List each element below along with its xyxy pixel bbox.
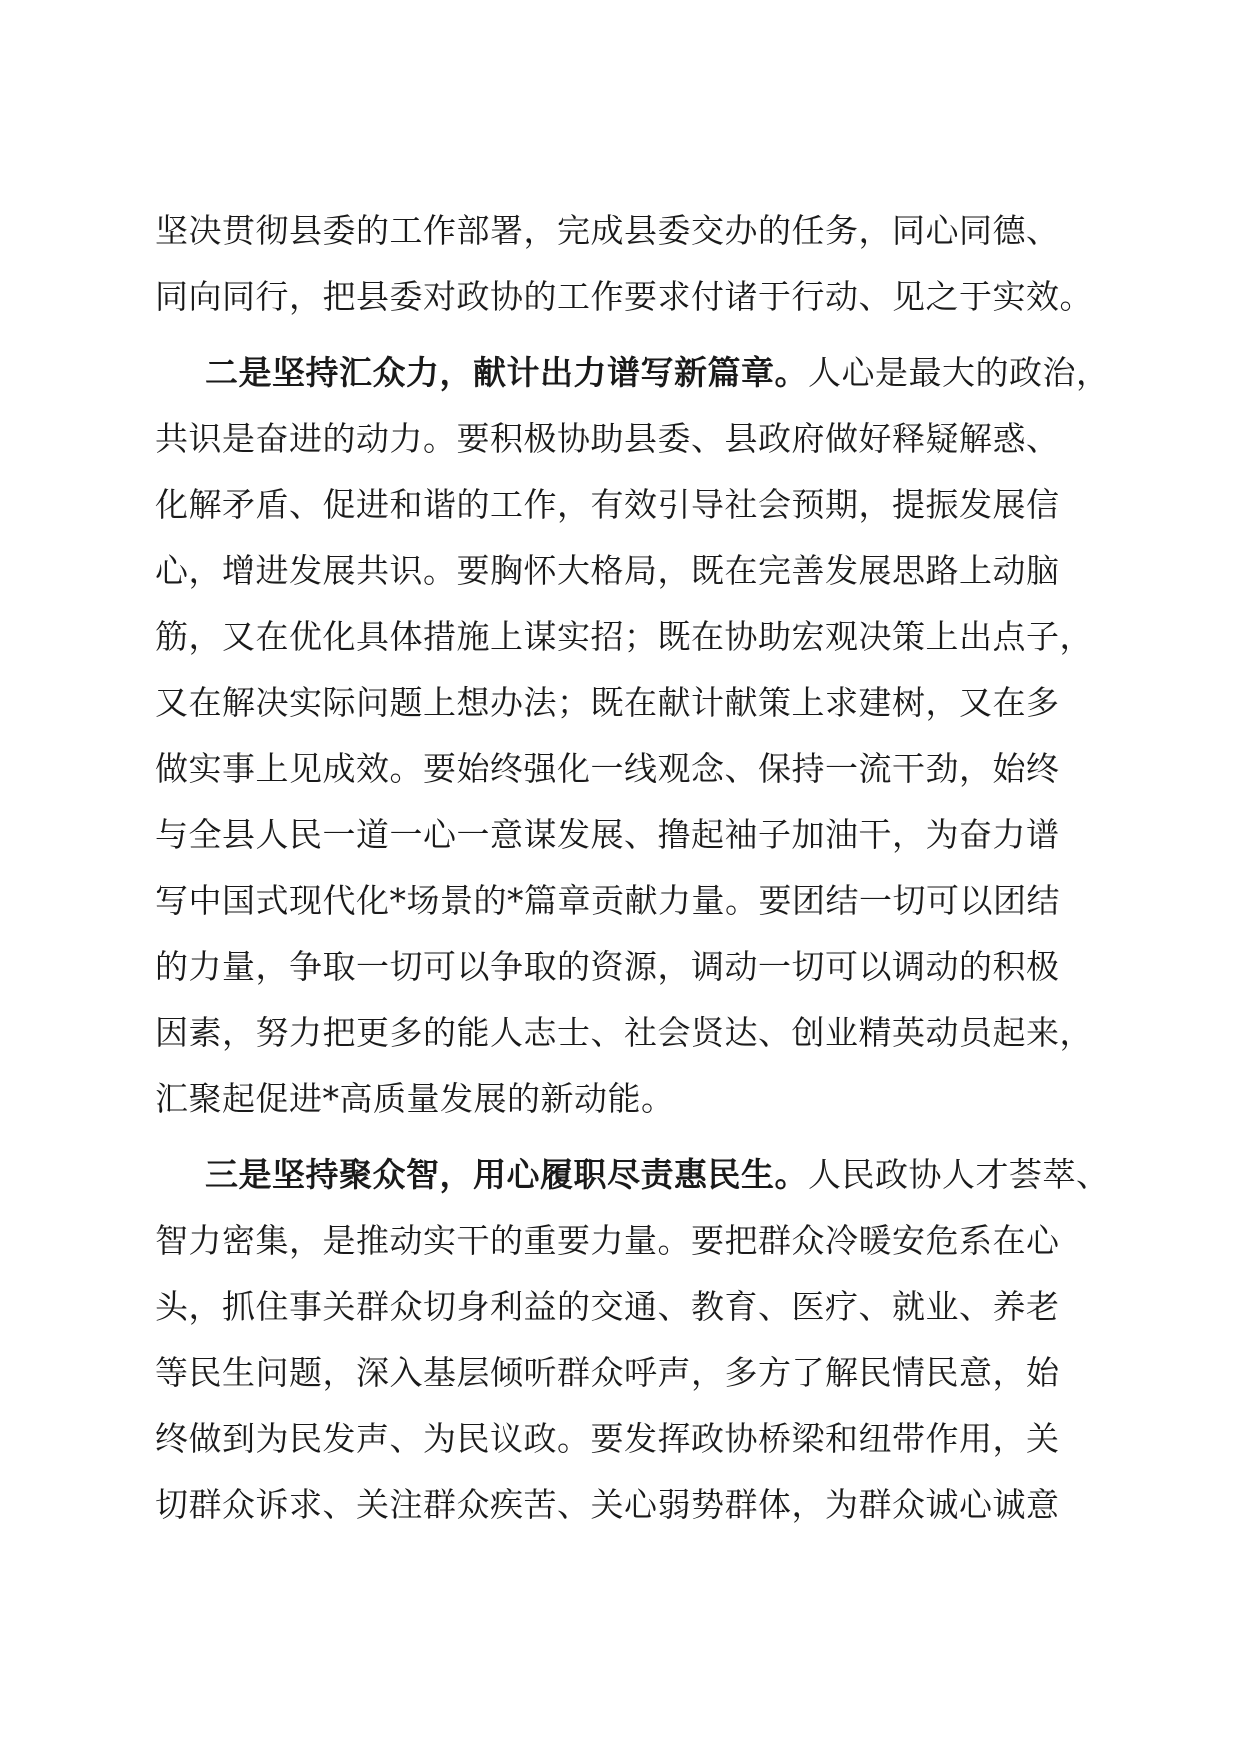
text-line: 做实事上见成效。要始终强化一线观念、保持一流干劲，始终 [155,749,1060,788]
text-line: 又在解决实际问题上想办法；既在献计献策上求建树，又在多 [155,683,1060,722]
paragraph-heading: 二是坚持汇众力，献计出力谱写新篇章。 [205,353,808,392]
text-line: 等民生问题，深入基层倾听群众呼声，多方了解民情民意，始 [155,1353,1060,1392]
text-span: 人心是最大的政治， [808,353,1110,392]
text-line: 切群众诉求、关注群众疾苦、关心弱势群体，为群众诚心诚意 [155,1485,1060,1524]
paragraph-2 [155,340,1110,1132]
paragraph-first-line [155,1142,1110,1208]
text-line: 终做到为民发声、为民议政。要发挥政协桥梁和纽带作用，关 [155,1419,1060,1458]
text-line: 汇聚起促进*高质量发展的新动能。 [155,1079,675,1118]
text-line: 写中国式现代化*场景的*篇章贡献力量。要团结一切可以团结 [155,881,1060,920]
paragraph-heading: 三是坚持聚众智，用心履职尽责惠民生。 [205,1155,808,1194]
text-span: 人民政协人才荟萃、 [808,1155,1110,1194]
text-line: 化解矛盾、促进和谐的工作，有效引导社会预期，提振发展信 [155,485,1060,524]
paragraph-1 [155,198,1093,330]
document-body [155,198,1110,1538]
text-line: 头，抓住事关群众切身利益的交通、教育、医疗、就业、养老 [155,1287,1060,1326]
text-line: 共识是奋进的动力。要积极协助县委、县政府做好释疑解惑、 [155,419,1060,458]
paragraph-3 [155,1142,1110,1538]
text-line: 同向同行，把县委对政协的工作要求付诸于行动、见之于实效。 [155,277,1093,316]
text-line: 因素，努力把更多的能人志士、社会贤达、创业精英动员起来， [155,1013,1093,1052]
text-line: 智力密集，是推动实干的重要力量。要把群众冷暖安危系在心 [155,1221,1060,1260]
text-line: 筋，又在优化具体措施上谋实招；既在协助宏观决策上出点子， [155,617,1093,656]
paragraph-first-line [155,340,1110,406]
text-line: 坚决贯彻县委的工作部署，完成县委交办的任务，同心同德、 [155,211,1060,250]
text-line: 的力量，争取一切可以争取的资源，调动一切可以调动的积极 [155,947,1060,986]
text-line: 与全县人民一道一心一意谋发展、撸起袖子加油干，为奋力谱 [155,815,1060,854]
text-line: 心，增进发展共识。要胸怀大格局，既在完善发展思路上动脑 [155,551,1060,590]
